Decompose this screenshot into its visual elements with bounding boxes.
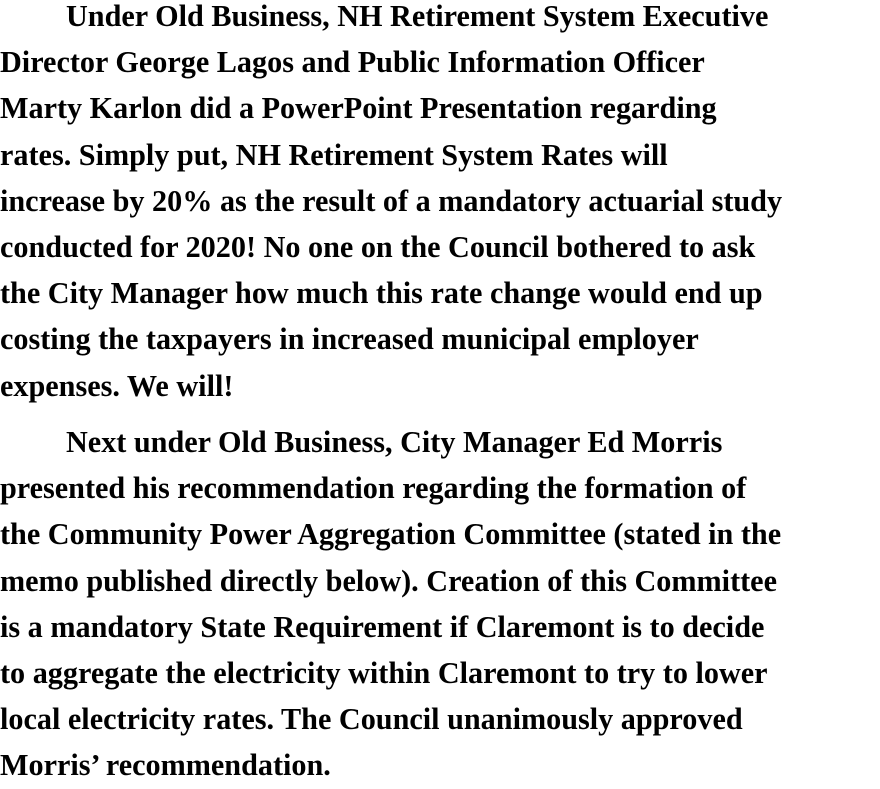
text-line: to aggregate the electricity within Claremont to try to lower [0,655,768,690]
paragraph-power-aggregation [0,419,781,789]
text-line: increase by 20% as the result of a mandatory actuarial study [0,183,783,218]
text-line: memo published directly below). Creation of this Committee [0,563,777,598]
text-line: presented his recommendation regarding the formation of [0,471,747,506]
text-line: costing the taxpayers in increased municipal employer [0,322,699,357]
text-line: local electricity rates. The Council unanimously approved [0,702,743,737]
text-line: is a mandatory State Requirement if Claremont is to decide [0,609,765,644]
text-line: conducted for 2020! No one on the Council bothered to ask [0,229,756,264]
text-line: expenses. We will! [0,368,234,403]
text-line: the City Manager how much this rate change would end up [0,276,763,311]
paragraph-retirement-rates [0,0,782,409]
text-line: Marty Karlon did a PowerPoint Presentation regarding [0,91,717,126]
text-line: rates. Simply put, NH Retirement System Rates will [0,137,668,172]
text-line: Next under Old Business, City Manager Ed Morris [66,425,723,459]
text-line: Morris’ recommendation. [0,748,331,783]
text-line: the Community Power Aggregation Committee (stated in the [0,517,782,552]
text-line: Under Old Business, NH Retirement System Executive [66,0,769,33]
text-line: Director George Lagos and Public Information Officer [0,45,705,80]
